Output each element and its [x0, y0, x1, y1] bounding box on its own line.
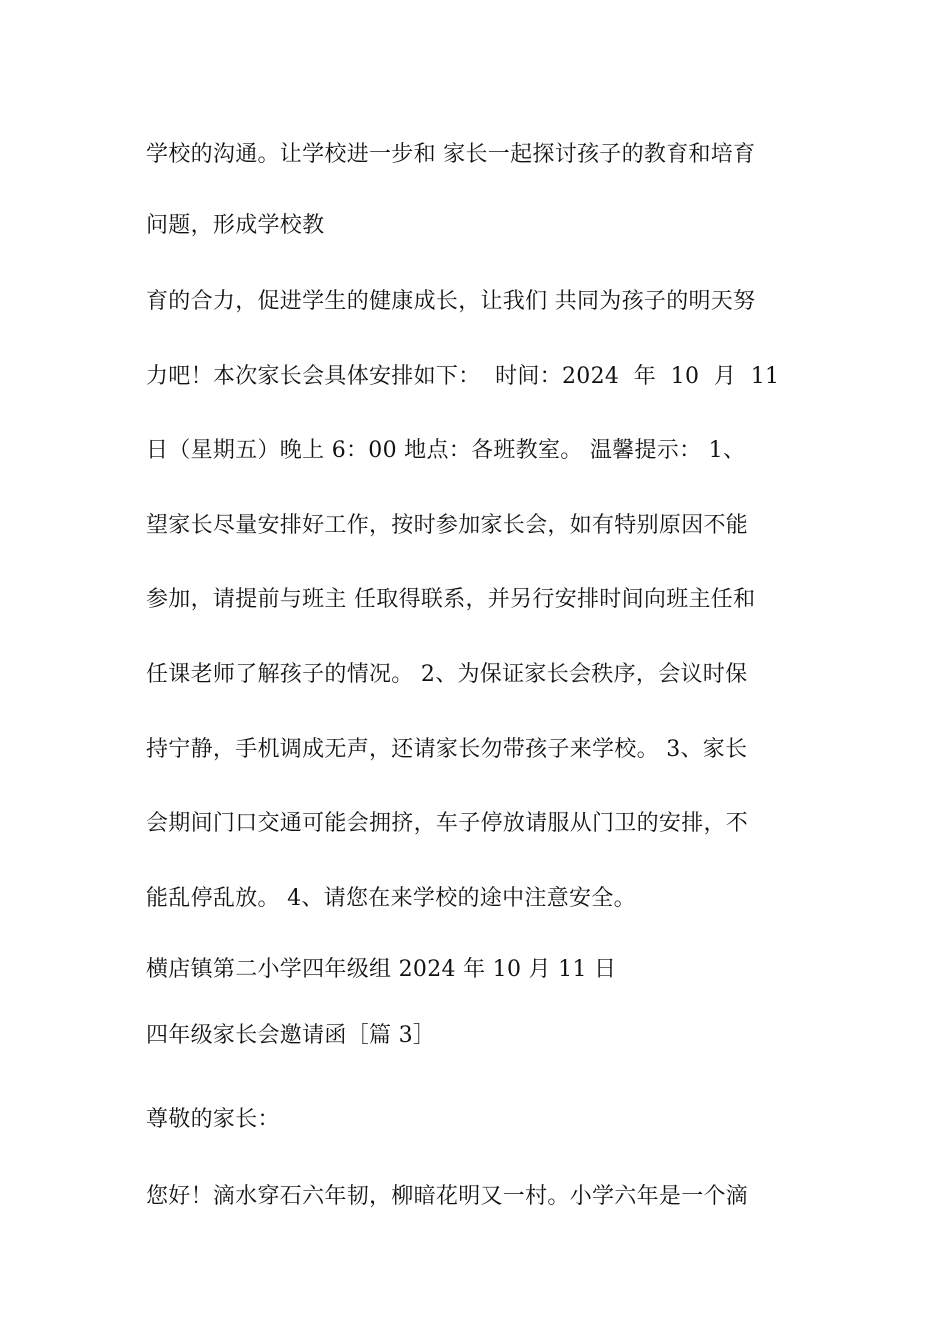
body-text-line: 力吧！本次家长会具体安排如下： 时间：2024 年 10 月 11 [146, 364, 780, 389]
body-text-line: 学校的沟通。让学校进一步和 家长一起探讨孩子的教育和培育 [146, 142, 756, 167]
body-text-line: 会期间门口交通可能会拥挤，车子停放请服从门卫的安排，不 [146, 811, 749, 836]
body-text-line: 任课老师了解孩子的情况。 2、为保证家长会秩序，会议时保 [146, 662, 748, 687]
section-heading: 四年级家长会邀请函［篇 3］ [146, 1023, 436, 1048]
body-text-line: 参加，请提前与班主 任取得联系，并另行安排时间向班主任和 [146, 587, 756, 612]
body-text-line: 望家长尽量安排好工作，按时参加家长会，如有特别原因不能 [146, 513, 749, 538]
body-text-line: 持宁静，手机调成无声，还请家长勿带孩子来学校。 3、家长 [146, 737, 748, 762]
signature-line: 横店镇第二小学四年级组 2024 年 10 月 11 日 [146, 957, 617, 982]
body-text-line: 您好！滴水穿石六年韧，柳暗花明又一村。小学六年是一个滴 [146, 1184, 749, 1209]
body-text-line: 问题，形成学校教 [146, 213, 325, 238]
body-text-line: 育的合力，促进学生的健康成长，让我们 共同为孩子的明天努 [146, 289, 756, 314]
salutation: 尊敬的家长： [146, 1107, 280, 1132]
body-text-line: 日（星期五）晚上 6：00 地点：各班教室。 温馨提示： 1、 [146, 438, 746, 463]
body-text-line: 能乱停乱放。 4、请您在来学校的途中注意安全。 [146, 886, 636, 911]
